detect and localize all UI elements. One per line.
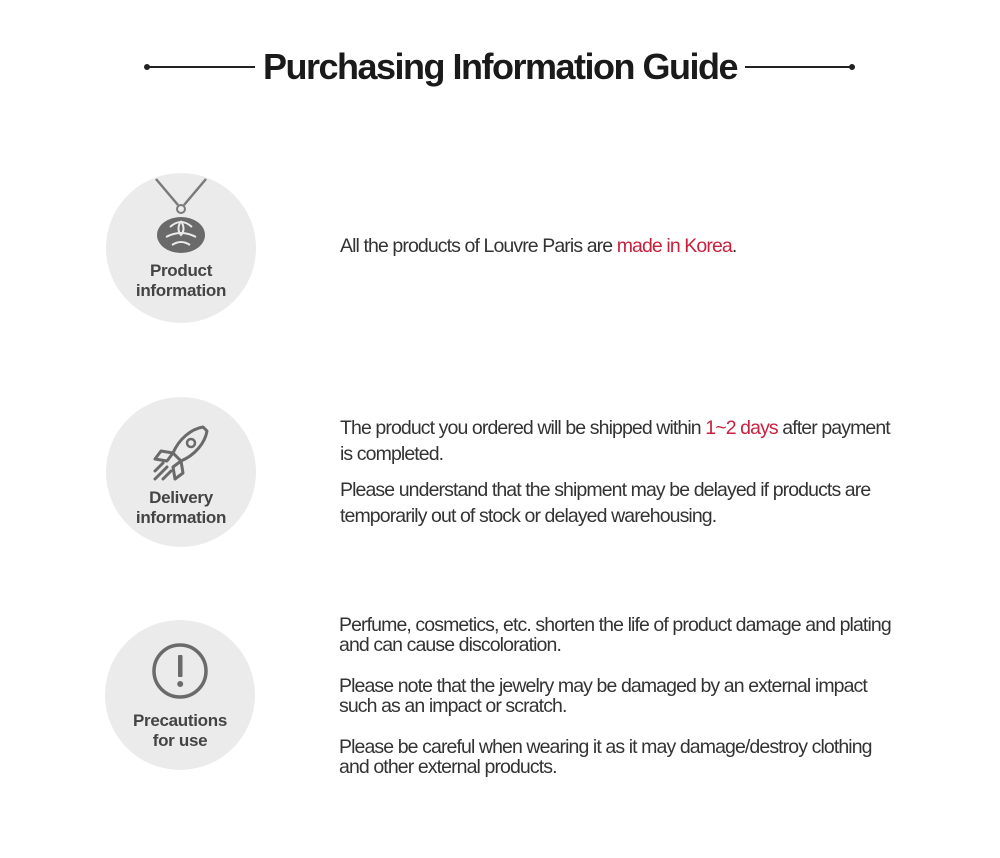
delivery-info-label: [106, 488, 256, 528]
precautions-text: [339, 615, 899, 798]
rule-dot-right: [849, 64, 855, 70]
precaution-paragraph: Please note that the jewelry may be damaged by an external impact such as an impact or scratch.: [339, 675, 867, 717]
label-line-1: Product: [149, 261, 213, 280]
delivery-info-text: [340, 415, 900, 539]
label-line-2: for use: [152, 731, 208, 750]
text-span: after payment is completed.: [340, 417, 890, 465]
precautions-badge: [105, 620, 255, 770]
delivery-info-badge: [106, 397, 256, 547]
precaution-paragraph: Perfume, cosmetics, etc. shorten the life of product damage and plating and can cause discoloration.: [339, 614, 891, 656]
product-info-badge: [106, 173, 256, 323]
label-line-1: Delivery: [149, 488, 213, 507]
highlight-shipping-days: 1~2 days: [705, 417, 778, 439]
product-info-text: [340, 233, 900, 269]
page-header: [0, 38, 1000, 98]
rocket-icon: [106, 423, 256, 483]
text-span: All the products of Louvre Paris are: [340, 235, 617, 257]
label-line-2: information: [135, 281, 227, 300]
exclamation-circle-icon: [105, 642, 255, 700]
label-line-1: Precautions: [132, 711, 227, 730]
text-span: .: [731, 235, 737, 257]
rose-pendant-icon: [106, 177, 256, 259]
rule-right: [745, 66, 852, 68]
text-span: The product you ordered will be shipped within: [340, 417, 706, 439]
highlight-made-in-korea: made in Korea: [616, 235, 732, 257]
product-info-paragraph: [340, 233, 900, 259]
delivery-info-paragraph: [340, 415, 900, 467]
delivery-delay-paragraph: Please understand that the shipment may be delayed if products are temporarily out of stock or delayed warehousing.: [340, 479, 871, 527]
product-info-label: [106, 261, 256, 301]
page-title: Purchasing Information Guide: [262, 46, 738, 87]
precautions-label: [105, 711, 255, 751]
label-line-2: information: [135, 508, 227, 527]
precaution-paragraph: Please be careful when wearing it as it may damage/destroy clothing and other external products.: [339, 736, 872, 778]
